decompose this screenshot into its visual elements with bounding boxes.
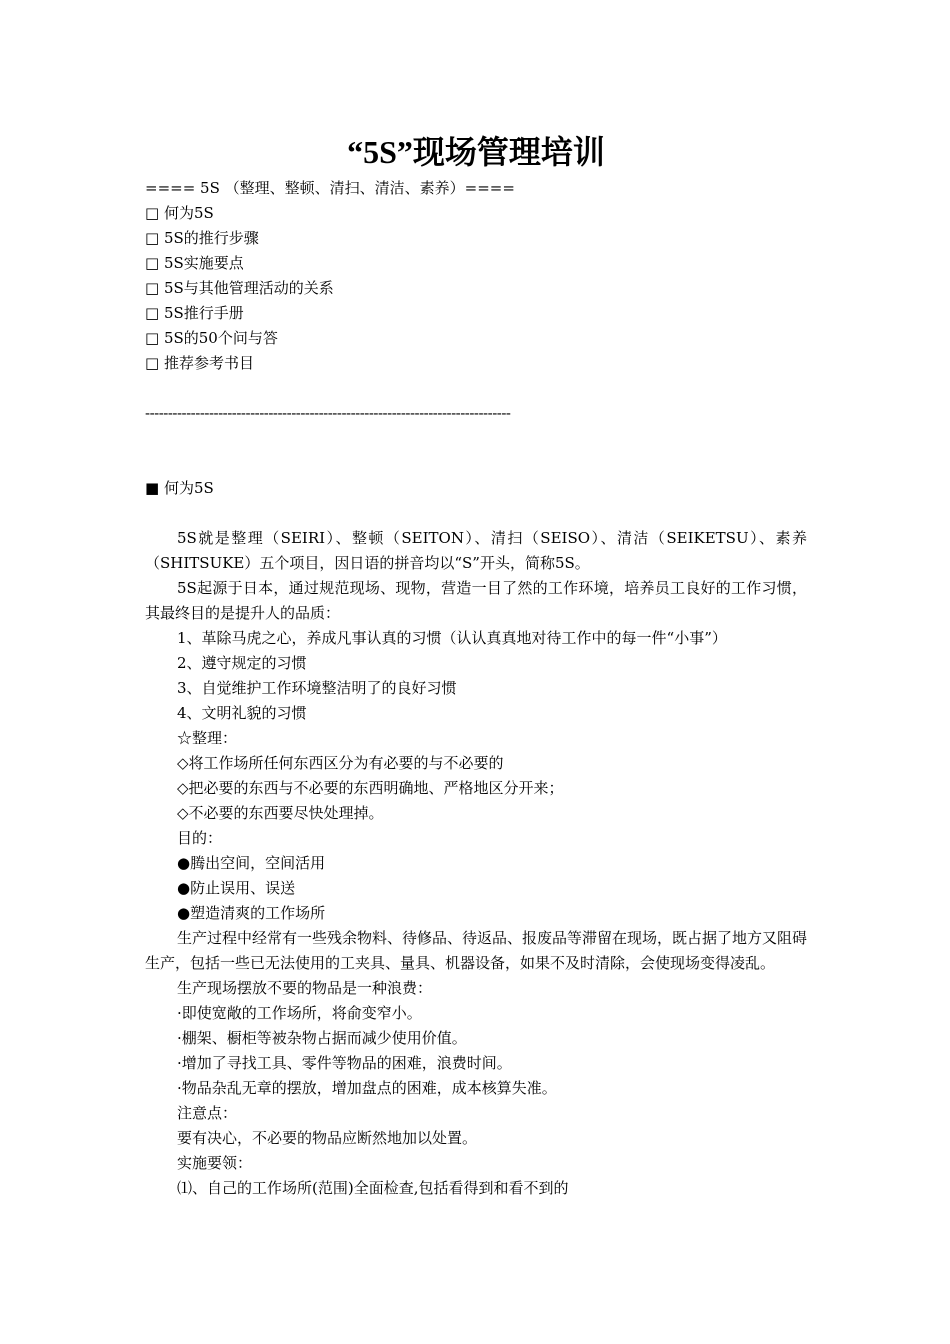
waste-item: ·物品杂乱无章的摆放，增加盘点的困难，成本核算失准。 [177,1079,557,1097]
toc-item: □ 推荐参考书目 [145,354,254,372]
waste-intro: 生产现场摆放不要的物品是一种浪费： [177,979,433,997]
intro-paragraph: 5S就是整理（SEIRI）、整顿（SEITON）、清扫（SEISO）、清洁（SEIKETSU）、素养（SHITSUKE）五个项目，因日语的拼音均以“S”开头，简称5S。 [145,529,807,572]
waste-item: ·棚架、橱柜等被杂物占据而减少使用价值。 [177,1029,467,1047]
divider-line: -------------------------------------------------------------------------------- [145,404,511,422]
seiri-heading: ☆整理： [177,729,238,747]
document-title: “5S”现场管理培训 [347,134,605,170]
goal-item: 2、遵守规定的习惯 [177,654,307,672]
toc-item: □ 5S与其他管理活动的关系 [145,279,334,297]
goal-item: 3、自觉维护工作环境整洁明了的良好习惯 [177,679,457,697]
seiri-point: ◇把必要的东西与不必要的东西明确地、严格地区分开来； [177,779,564,797]
toc-item: □ 何为5S [145,204,214,222]
toc-item: □ 5S的50个问与答 [145,329,278,347]
seiri-point: ◇将工作场所任何东西区分为有必要的与不必要的 [177,754,504,772]
implementation-label: 实施要领： [177,1154,253,1172]
implementation-item: ⑴、自己的工作场所(范围)全面检查,包括看得到和看不到的 [177,1179,569,1197]
seiri-point: ◇不必要的东西要尽快处理掉。 [177,804,384,822]
goal-item: 4、文明礼貌的习惯 [177,704,307,722]
toc-item: □ 5S实施要点 [145,254,244,272]
toc-item: □ 5S推行手册 [145,304,244,322]
document-page [145,128,807,1201]
toc-header: ==== 5S （整理、整顿、清扫、清洁、素养）==== [145,179,515,197]
goal-item: 1、革除马虎之心，养成凡事认真的习惯（认认真真地对待工作中的每一件“小事”） [177,629,727,647]
purpose-item: ●塑造清爽的工作场所 [177,904,326,922]
seiri-explanation: 生产过程中经常有一些残余物料、待修品、待返品、报废品等滞留在现场，既占据了地方又阻碍生产，包括一些已无法使用的工夹具、量具、机器设备，如果不及时清除，会使现场变得凌乱。 [145,929,808,972]
waste-item: ·增加了寻找工具、零件等物品的困难，浪费时间。 [177,1054,512,1072]
toc-item: □ 5S的推行步骤 [145,229,259,247]
section-heading: ■ 何为5S [145,479,214,497]
note-text: 要有决心，不必要的物品应断然地加以处置。 [177,1129,478,1147]
waste-item: ·即使宽敞的工作场所，将俞变窄小。 [177,1004,422,1022]
intro-paragraph: 5S起源于日本，通过规范现场、现物，营造一目了然的工作环境，培养员工良好的工作习惯，其最终目的是提升人的品质： [145,579,807,622]
purpose-label: 目的： [177,829,223,847]
purpose-item: ●防止误用、误送 [177,879,296,897]
purpose-item: ●腾出空间，空间活用 [177,854,326,872]
notes-label: 注意点： [177,1104,238,1122]
